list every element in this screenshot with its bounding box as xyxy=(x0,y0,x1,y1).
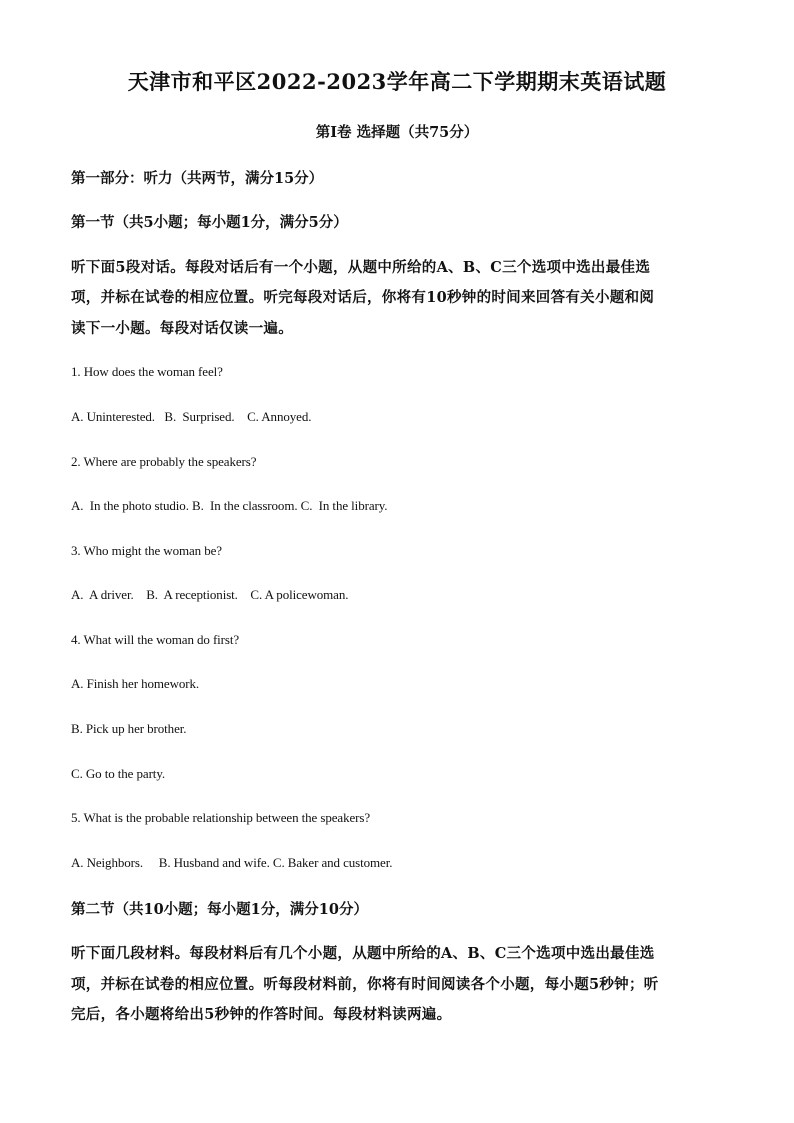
section2-instruction-line-3: 完后，各小题将给出5秒钟的作答时间。每段材料读两遍。 xyxy=(71,1006,452,1023)
question-1-options: A. Uninterested. B. Surprised. C. Annoyed. xyxy=(71,409,312,424)
question-5-stem: 5. What is the probable relationship between the speakers? xyxy=(71,810,370,825)
question-4-option-a: A. Finish her homework. xyxy=(71,676,200,691)
question-5-options: A. Neighbors. B. Husband and wife. C. Baker and customer. xyxy=(71,855,393,870)
section2-instruction-line-2: 项，并标在试卷的相应位置。听每段材料前，你将有时间阅读各个小题，每小题5秒钟；听 xyxy=(71,976,659,993)
question-4-stem: 4. What will the woman do first? xyxy=(71,632,240,647)
question-2-stem: 2. Where are probably the speakers? xyxy=(71,454,257,469)
part1-heading: 第一部分：听力（共两节，满分15分） xyxy=(71,170,324,187)
section1-instruction-line-1: 听下面5段对话。每段对话后有一个小题，从题中所给的A、B、C三个选项中选出最佳选 xyxy=(71,259,651,276)
question-3-options: A. A driver. B. A receptionist. C. A policewoman. xyxy=(71,587,349,602)
question-1-stem: 1. How does the woman feel? xyxy=(71,364,223,379)
question-4-option-c: C. Go to the party. xyxy=(71,766,166,781)
section2-instruction-line-1: 听下面几段材料。每段材料后有几个小题，从题中所给的A、B、C三个选项中选出最佳选 xyxy=(71,945,655,962)
section1-instruction-line-2: 项，并标在试卷的相应位置。听完每段对话后，你将有10秒钟的时间来回答有关小题和阅 xyxy=(71,289,655,306)
section1-instruction-line-3: 读下一小题。每段对话仅读一遍。 xyxy=(71,320,293,337)
question-3-stem: 3. Who might the woman be? xyxy=(71,543,222,558)
question-2-options: A. In the photo studio. B. In the classroom. C. In the library. xyxy=(71,498,388,513)
section2-heading: 第二节（共10小题；每小题1分，满分10分） xyxy=(71,901,368,918)
page-title: 天津市和平区2022-2023学年高二下学期期末英语试题 xyxy=(127,69,667,94)
paper-subtitle: 第Ⅰ卷 选择题（共75分） xyxy=(315,124,479,141)
question-4-option-b: B. Pick up her brother. xyxy=(71,721,187,736)
section1-heading: 第一节（共5小题；每小题1分，满分5分） xyxy=(71,214,348,231)
